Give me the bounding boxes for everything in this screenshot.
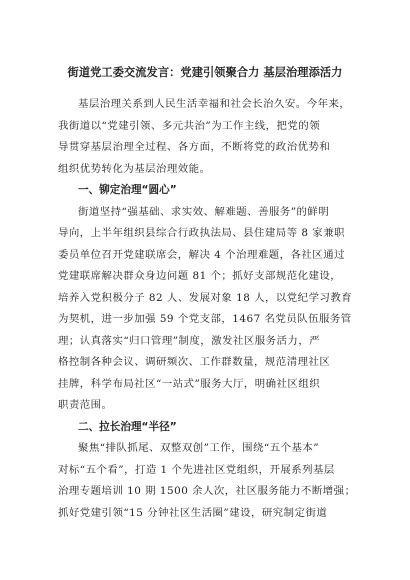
section-2-paragraph [58,438,356,524]
section-heading-2: 二、拉长治理“半径” [78,420,177,433]
text-line: 街道坚持“强基础、求实效、解难题、善服务”的鲜明 [78,205,330,218]
text-line: 组织优势转化为基层治理效能。 [58,162,211,175]
text-line: 职责范围。 [58,399,113,411]
text-line: 抓好党建引领“15 分钟社区生活圈”建设，研究制定街道 [58,506,328,519]
text-line: 对标“五个看”，打造 1 个先进社区党组织，开展系列基层 [58,463,335,476]
text-line: 挂牌，科学布局社区“一站式”服务大厅，明确社区组织 [58,377,321,390]
text-line: 理；认真落实“归口管理”制度，激发社区服务活力，严 [58,334,321,347]
document-title: 街道党工委交流发言：党建引领聚合力 基层治理添活力 [67,66,343,79]
text-line: 培养入党积极分子 82 人、发展对象 18 人，以党纪学习教育 [58,291,353,304]
text-line: 聚焦“排队抓尾、双整双创”工作，围绕“五个基本” [78,442,320,454]
section-1-paragraph [58,202,352,417]
text-line: 为契机，进一步加强 59 个党支部，1467 名党员队伍服务管 [58,313,352,325]
intro-paragraph [58,94,352,180]
text-line: 我街道以“党建引领、多元共治”为工作主线，把党的领 [58,119,321,132]
text-line: 格控制各种会议、调研频次、工作群数量，规范清理社区 [58,356,331,368]
text-line: 基层治理关系到人民生活幸福和社会长治久安。今年来， [78,98,351,110]
text-line: 党建联席解决群众身边问题 81 个；抓好支部规范化建设， [58,270,342,282]
section-heading-1: 一、铆定治理“圆心” [78,184,177,196]
text-line: 导向，上半年组织县综合行政执法局、县住建局等 8 家兼职 [58,227,345,239]
text-line: 委员单位召开党建联席会，解决 4 个治理难题，各社区通过 [58,248,345,261]
text-line: 导贯穿基层治理全过程、各方面，不断将党的政治优势和 [58,141,331,153]
text-line: 治理专题培训 10 期 1500 余人次，社区服务能力不断增强； [58,485,356,497]
